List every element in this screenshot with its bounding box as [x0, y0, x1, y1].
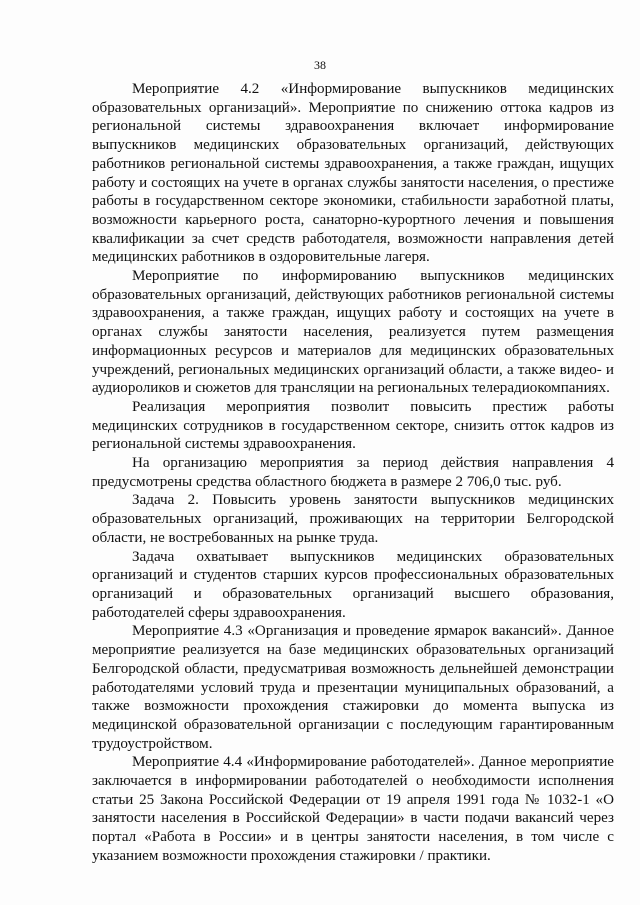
paragraph-event-4-3: Мероприятие 4.3 «Организация и проведение ярмарок вакансий». Данное мероприятие реализуется на базе медицинских образовательных организаций Белгородской области, предусматривая возможность дельнейшей демонстрации работодателями условий труда и презентации муниципальных образований, а также возможности прохождения стажировки до момента выпуска из медицинской образовательной организации с последующим гарантированным трудоустройством.	[92, 623, 614, 752]
paragraph-task-2: Задача 2. Повысить уровень занятости выпускников медицинских образовательных организаций, проживающих на территории Белгородской области, не востребованных на рынке труда.	[92, 492, 614, 546]
document-body	[92, 80, 614, 866]
paragraph-task-scope: Задача охватывает выпускников медицинских образовательных организаций и студентов старших курсов профессиональных образовательных организаций и образовательных организаций высшего образования, работодателей сферы здравоохранения.	[92, 548, 614, 621]
paragraph-implementation-result: Реализация мероприятия позволит повысить престиж работы медицинских сотрудников в государственном секторе, снизить отток кадров из региональной системы здравоохранения.	[92, 398, 614, 453]
paragraph-event-4-2: Мероприятие 4.2 «Информирование выпускников медицинских образовательных организаций». Мероприятие по снижению оттока кадров из региональной системы здравоохранения включает информирование выпускников медицинских образовательных организаций, действующих работников региональной системы здравоохранения, а также граждан, ищущих работу и состоящих на учете в органах службы занятости населения, о престиже работы в государственном секторе экономики, стабильности заработной платы, возможности карьерного роста, санаторно-курортного лечения и повышения квалификации за счет средств работодателя, возможности направления детей медицинских работников в оздоровительные лагеря.	[92, 81, 614, 266]
paragraph-funding: На организацию мероприятия за период действия направления 4 предусмотрены средства областного бюджета в размере 2 706,0 тыс. руб.	[92, 455, 614, 490]
paragraph-informing-graduates: Мероприятие по информированию выпускников медицинских образовательных организаций, действующих работников региональной системы здравоохранения, а также граждан, ищущих работу и состоящих на учете в органах службы занятости населения, реализуется путем размещения информационных ресурсов и материалов для медицинских образовательных учреждений, региональных медицинских организаций области, а также видео- и аудиороликов и сюжетов для трансляции на региональных телерадиокомпаниях.	[92, 268, 614, 397]
page-number: 38	[314, 58, 326, 72]
paragraph-event-4-4: Мероприятие 4.4 «Информирование работодателей». Данное мероприятие заключается в информировании работодателей о необходимости исполнения статьи 25 Закона Российской Федерации от 19 апреля 1991 года № 1032-1 «О занятости населения в Российской Федерации» в части подачи вакансий через портал «Работа в России» и в центры занятости населения, в том числе с указанием возможности прохождения стажировки / практики.	[92, 754, 614, 864]
